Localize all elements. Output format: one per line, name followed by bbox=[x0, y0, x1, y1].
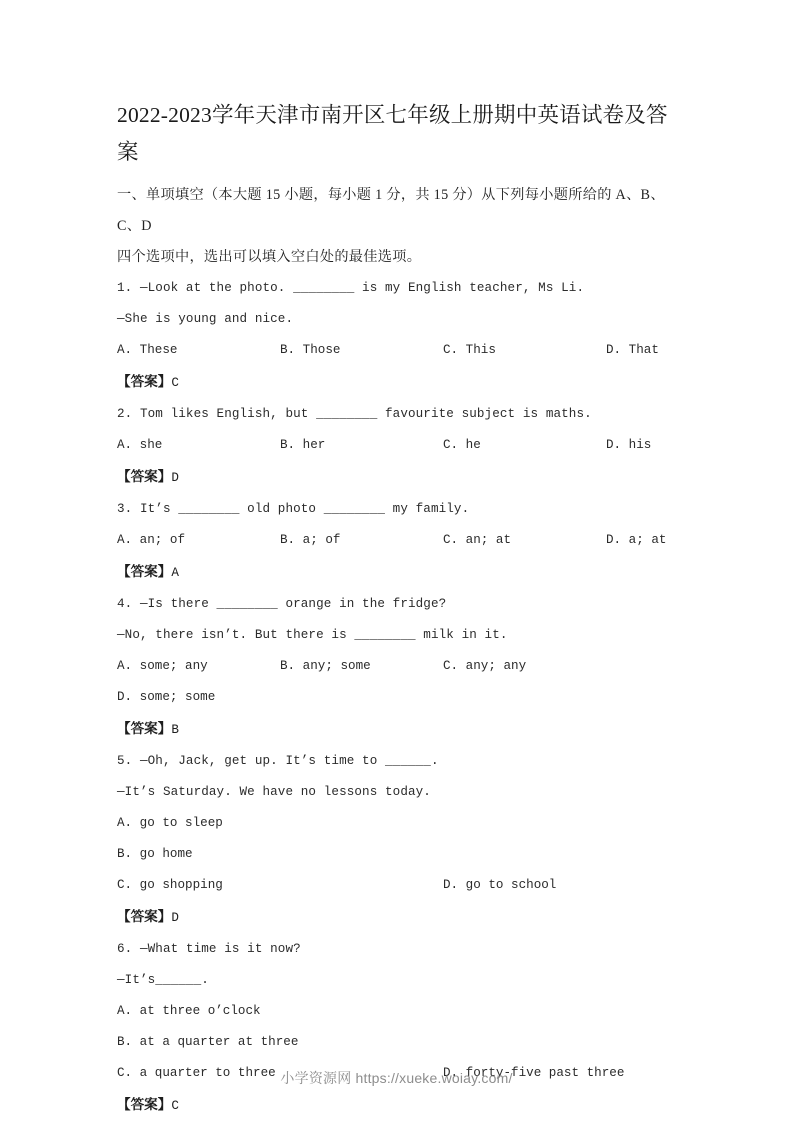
option-choice[interactable]: B. a; of bbox=[280, 533, 341, 547]
option-choice[interactable]: D. some; some bbox=[117, 690, 216, 704]
option-row bbox=[117, 808, 678, 901]
answer-tag: 【答案】 bbox=[117, 469, 172, 484]
question-block bbox=[117, 934, 678, 1122]
option-row bbox=[117, 651, 678, 713]
option-choice[interactable]: D. his bbox=[606, 438, 652, 452]
option-choice[interactable]: D. That bbox=[606, 343, 659, 357]
option-choice[interactable]: B. any; some bbox=[280, 659, 371, 673]
question-stem-line: 2. Tom likes English, but ________ favourite subject is maths. bbox=[117, 407, 592, 421]
question-stem-line: 6. —What time is it now? bbox=[117, 942, 301, 956]
answer-line bbox=[117, 713, 678, 746]
answer-line bbox=[117, 1089, 678, 1122]
question-stem-line: —No, there isn’t. But there is ________ milk in it. bbox=[117, 628, 508, 642]
option-choice[interactable]: C. go shopping bbox=[117, 878, 223, 892]
answer-tag: 【答案】 bbox=[117, 909, 172, 924]
option-choice[interactable]: D. go to school bbox=[443, 878, 557, 892]
option-row bbox=[117, 525, 678, 556]
answer-line bbox=[117, 366, 678, 399]
option-choice[interactable]: C. an; at bbox=[443, 533, 512, 547]
question-block bbox=[117, 589, 678, 746]
option-row bbox=[117, 430, 678, 461]
option-choice[interactable]: A. an; of bbox=[117, 533, 186, 547]
question-block bbox=[117, 746, 678, 934]
question-stem-line: 1. —Look at the photo. ________ is my English teacher, Ms Li. bbox=[117, 281, 585, 295]
option-choice[interactable]: B. at a quarter at three bbox=[117, 1035, 299, 1049]
answer-letter: A bbox=[171, 566, 179, 580]
question-block bbox=[117, 273, 678, 399]
option-choice[interactable]: A. go to sleep bbox=[117, 816, 223, 830]
questions-list bbox=[117, 273, 678, 1122]
answer-line bbox=[117, 461, 678, 494]
answer-tag: 【答案】 bbox=[117, 564, 172, 579]
answer-letter: D bbox=[171, 911, 179, 925]
answer-tag: 【答案】 bbox=[117, 374, 172, 389]
question-stem-line: —She is young and nice. bbox=[117, 312, 294, 326]
option-choice[interactable]: A. she bbox=[117, 438, 163, 452]
answer-line bbox=[117, 901, 678, 934]
option-choice[interactable]: B. her bbox=[280, 438, 326, 452]
question-stem-line: 3. It’s ________ old photo ________ my family. bbox=[117, 502, 470, 516]
option-choice[interactable]: D. forty-five past three bbox=[443, 1066, 625, 1080]
question-block bbox=[117, 399, 678, 494]
option-choice[interactable]: C. he bbox=[443, 438, 481, 452]
section-heading-line-1: 一、单项填空（本大题 15 小题，每小题 1 分，共 15 分）从下列每小题所给的 A、B、C、D bbox=[117, 187, 665, 234]
option-row bbox=[117, 335, 678, 366]
answer-line bbox=[117, 556, 678, 589]
page-title: 2022-2023学年天津市南开区七年级上册期中英语试卷及答案 bbox=[117, 103, 668, 164]
option-choice[interactable]: C. a quarter to three bbox=[117, 1066, 276, 1080]
option-choice[interactable]: A. at three o’clock bbox=[117, 1004, 261, 1018]
answer-tag: 【答案】 bbox=[117, 1097, 172, 1112]
question-stem-line: —It’s Saturday. We have no lessons today. bbox=[117, 785, 431, 799]
document-content bbox=[117, 97, 678, 1122]
question-stem-line: 4. —Is there ________ orange in the fridge? bbox=[117, 597, 447, 611]
option-choice[interactable]: A. These bbox=[117, 343, 178, 357]
option-choice[interactable]: D. a; at bbox=[606, 533, 667, 547]
question-stem-line: 5. —Oh, Jack, get up. It’s time to ______. bbox=[117, 754, 439, 768]
answer-tag: 【答案】 bbox=[117, 721, 172, 736]
answer-letter: B bbox=[171, 723, 179, 737]
footer-watermark: 小学资源网 https://xueke.woiay.com/ bbox=[280, 1070, 513, 1086]
option-choice[interactable]: B. Those bbox=[280, 343, 341, 357]
question-stem-line: —It’s______. bbox=[117, 973, 209, 987]
answer-letter: C bbox=[171, 376, 179, 390]
answer-letter: C bbox=[171, 1099, 179, 1113]
option-choice[interactable]: A. some; any bbox=[117, 659, 208, 673]
option-choice[interactable]: C. This bbox=[443, 343, 496, 357]
section-heading-line-2: 四个选项中，选出可以填入空白处的最佳选项。 bbox=[117, 249, 422, 265]
answer-letter: D bbox=[171, 471, 179, 485]
option-choice[interactable]: C. any; any bbox=[443, 659, 527, 673]
option-choice[interactable]: B. go home bbox=[117, 847, 193, 861]
question-block bbox=[117, 494, 678, 589]
